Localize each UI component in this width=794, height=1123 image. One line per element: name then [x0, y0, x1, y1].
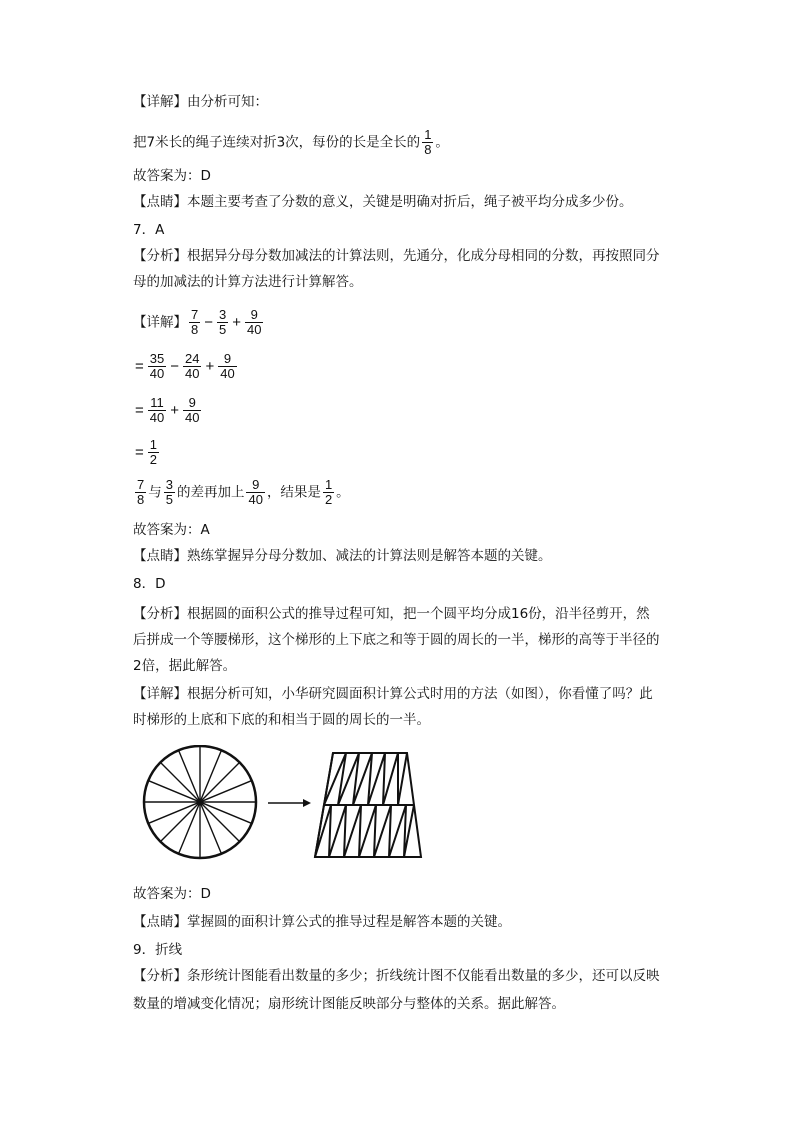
fraction-denominator: 40	[185, 410, 200, 425]
fraction-denominator: 2	[324, 492, 333, 507]
equation-3	[133, 396, 203, 425]
analysis-8-line2: 后拼成一个等腰梯形，这个梯形的上下底之和等于圆的周长的一半，梯形的高等于半径的	[133, 632, 660, 648]
arrow-icon	[268, 799, 311, 807]
fraction-denominator: 40	[149, 366, 165, 381]
fraction	[217, 308, 228, 337]
fraction-denominator: 40	[185, 366, 200, 381]
fraction-numerator: 3	[165, 477, 173, 492]
answer-6: 故答案为：D	[133, 168, 211, 184]
fraction-denominator: 40	[220, 366, 235, 381]
rope-text-end: 。	[435, 134, 449, 151]
equals-sign: =	[135, 443, 144, 461]
summary-text: ，结果是	[266, 484, 321, 501]
question-8-heading: 8．D	[133, 576, 166, 592]
divided-circle	[144, 746, 256, 858]
operator: +	[205, 357, 215, 375]
rope-statement	[133, 128, 449, 157]
answer-7: 故答案为：A	[133, 522, 210, 538]
fraction-one-eighth	[422, 128, 433, 157]
fraction	[323, 478, 334, 507]
trapezoid-figure	[315, 753, 421, 857]
fraction-denominator: 8	[191, 322, 199, 337]
fraction-denominator: 2	[149, 452, 157, 467]
fraction-numerator: 1	[424, 127, 432, 142]
tip-7: 【点睛】熟练掌握异分母分数加、减法的计算法则是解答本题的关键。	[133, 548, 552, 564]
fraction-denominator: 5	[219, 322, 227, 337]
equation-2	[133, 352, 239, 381]
fraction	[183, 396, 201, 425]
analysis-8-line3: 2倍，据此解答。	[133, 658, 237, 674]
analysis-8-line1: 【分析】根据圆的面积公式的推导过程可知，把一个圆平均分成16份，沿半径剪开，然	[133, 606, 650, 622]
detail-intro: 【详解】由分析可知：	[133, 94, 268, 110]
detail-7-label: 【详解】	[133, 314, 187, 331]
detail-8-line1: 【详解】根据分析可知，小华研究圆面积计算公式时用的方法（如图），你看懂了吗？此	[133, 686, 653, 702]
equals-sign: =	[135, 357, 144, 375]
tip-6: 【点睛】本题主要考查了分数的意义，关键是明确对折后，绳子被平均分成多少份。	[133, 194, 633, 210]
question-7-heading: 7．A	[133, 222, 165, 238]
fraction-numerator: 9	[245, 308, 263, 323]
operator: −	[204, 313, 213, 331]
question-9-heading: 9．折线	[133, 942, 183, 958]
equation-4	[133, 438, 161, 467]
summary-text: 的差再加上	[176, 484, 245, 501]
fraction-numerator: 9	[246, 478, 264, 493]
fraction-numerator: 1	[324, 477, 333, 492]
fraction-denominator: 40	[248, 492, 263, 507]
fraction-numerator: 7	[191, 307, 199, 322]
operator: −	[170, 357, 179, 375]
summary-text: 与	[148, 484, 162, 501]
fraction	[164, 478, 175, 507]
fraction	[189, 308, 200, 337]
analysis-7-line1: 【分析】根据异分母分数加减法的计算法则，先通分，化成分母相同的分数，再按照同分	[133, 248, 660, 264]
fraction-denominator: 8	[424, 142, 432, 157]
analysis-9-line1: 【分析】条形统计图能看出数量的多少；折线统计图不仅能看出数量的多少，还可以反映	[133, 968, 660, 984]
summary-text: 。	[336, 484, 350, 501]
fraction-numerator: 7	[137, 477, 145, 492]
rope-text: 把7米长的绳子连续对折3次，每份的长是全长的	[133, 134, 421, 151]
fraction-denominator: 40	[149, 410, 165, 425]
fraction-denominator: 5	[165, 492, 173, 507]
equals-sign: =	[135, 401, 144, 419]
fraction	[148, 396, 166, 425]
fraction	[183, 352, 201, 381]
fraction-denominator: 8	[137, 492, 145, 507]
fraction	[218, 352, 236, 381]
fraction-numerator: 1	[149, 437, 157, 452]
equation-1	[133, 308, 265, 337]
fraction-numerator: 24	[185, 351, 200, 366]
fraction	[148, 352, 166, 381]
fraction	[135, 478, 146, 507]
fraction-numerator: 11	[148, 396, 166, 411]
analysis-9-line2: 数量的增减变化情况；扇形统计图能反映部分与整体的关系。据此解答。	[133, 996, 565, 1012]
fraction-numerator: 9	[218, 352, 236, 367]
fraction-numerator: 3	[219, 307, 227, 322]
operator: +	[232, 313, 241, 331]
fraction-numerator: 9	[183, 396, 201, 411]
detail-8-line2: 时梯形的上底和下底的和相当于圆的周长的一半。	[133, 712, 430, 728]
answer-8: 故答案为：D	[133, 886, 211, 902]
circle-to-trapezoid-figure	[140, 745, 430, 865]
analysis-7-line2: 母的加减法的计算方法进行计算解答。	[133, 274, 363, 290]
fraction	[245, 308, 263, 337]
fraction	[246, 478, 264, 507]
operator: +	[170, 401, 179, 419]
fraction-denominator: 40	[247, 322, 262, 337]
fraction-numerator: 35	[149, 351, 165, 366]
tip-8: 【点睛】掌握圆的面积计算公式的推导过程是解答本题的关键。	[133, 914, 511, 930]
summary-7	[133, 478, 350, 507]
fraction	[148, 438, 159, 467]
